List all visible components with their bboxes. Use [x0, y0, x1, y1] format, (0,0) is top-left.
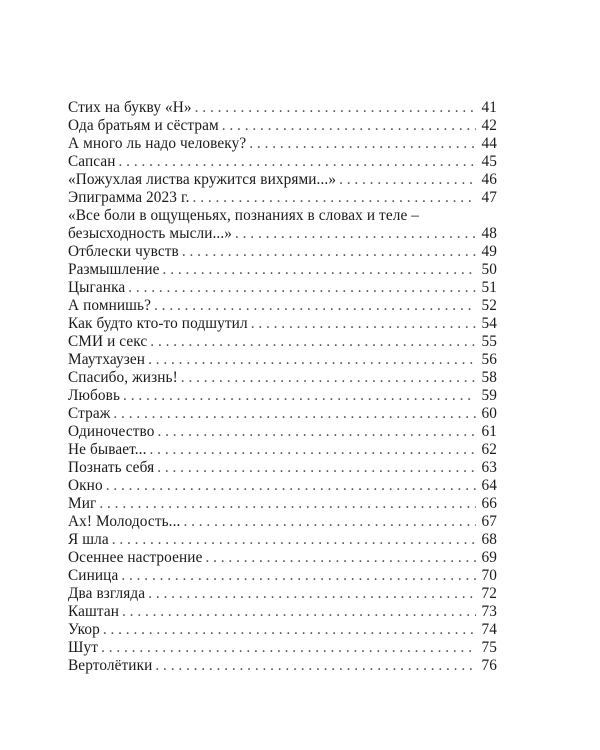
- dot-leader: [195, 99, 476, 117]
- toc-entry-title: Я шла: [68, 531, 109, 548]
- dot-leader: [148, 351, 476, 369]
- toc-entry: [68, 513, 497, 531]
- dot-leader: [181, 369, 476, 387]
- dot-leader: [128, 279, 476, 297]
- toc-entry-page: 62: [481, 441, 497, 458]
- toc-entry-title: Познать себя: [68, 459, 155, 476]
- toc-entry-title: Ах! Молодость...: [68, 513, 181, 530]
- dot-leader: [150, 333, 476, 351]
- toc-entry: [68, 549, 497, 567]
- dot-leader: [122, 603, 476, 621]
- toc-entry-title: Стих на букву «Н»: [68, 99, 192, 116]
- toc-entry-page: 51: [481, 279, 497, 296]
- dot-leader: [339, 171, 476, 189]
- toc-entry: [68, 153, 497, 171]
- toc-entry-page: 72: [481, 585, 497, 602]
- toc-entry: [68, 441, 497, 459]
- toc-entry-title: Укор: [68, 621, 100, 638]
- toc-entry-page: 73: [481, 603, 497, 620]
- dot-leader: [99, 495, 476, 513]
- toc-entry: [68, 639, 497, 657]
- toc-entry-title: «Пожухлая листва кружится вихрями...»: [68, 171, 337, 188]
- toc-entry-title: Шут: [68, 639, 99, 656]
- dot-leader: [157, 423, 476, 441]
- toc-entry-title: Размышление: [68, 261, 160, 278]
- toc-entry: [68, 657, 497, 675]
- toc-entry-page: 55: [481, 333, 497, 350]
- toc-entry-title: Как будто кто-то подшутил: [68, 315, 248, 332]
- toc-entry-title: Миг: [68, 495, 97, 512]
- toc-entry-page: 66: [481, 495, 497, 512]
- toc-entry-title: Цыганка: [68, 279, 126, 296]
- toc-entry-page: 46: [481, 171, 497, 188]
- toc-entry-title: Не бывает...: [68, 441, 147, 458]
- toc-entry: [68, 351, 497, 369]
- dot-leader: [222, 117, 476, 135]
- toc-entry: [68, 243, 497, 261]
- toc-entry-page: 49: [481, 243, 497, 260]
- toc-entry-second-line: [68, 225, 497, 243]
- toc-entry-page: 64: [481, 477, 497, 494]
- toc-entry: [68, 117, 497, 135]
- toc-entry-page: 76: [481, 657, 497, 674]
- toc-entry-title-line1: «Все боли в ощущеньях, познаниях в словах и теле –: [68, 207, 420, 224]
- toc-entry: [68, 189, 497, 207]
- toc-entry-page: 70: [481, 567, 497, 584]
- toc-entry-multiline: [68, 207, 497, 243]
- toc-entry-title: А много ль надо человеку?: [68, 135, 247, 152]
- toc-entry: [68, 603, 497, 621]
- toc-entry-page: 50: [481, 261, 497, 278]
- toc-entry: [68, 495, 497, 513]
- toc-entry-page: 69: [481, 549, 497, 566]
- toc-entry: [68, 369, 497, 387]
- toc-entry-title: Сапсан: [68, 153, 116, 170]
- dot-leader: [251, 315, 476, 333]
- dot-leader: [112, 531, 476, 549]
- dot-leader: [101, 639, 476, 657]
- dot-leader: [154, 297, 476, 315]
- dot-leader: [155, 657, 476, 675]
- toc-entry: [68, 333, 497, 351]
- toc-entry-page: 63: [481, 459, 497, 476]
- dot-leader: [235, 225, 476, 243]
- toc-entry: [68, 423, 497, 441]
- toc-entry-page: 42: [481, 117, 497, 134]
- toc-entry-title: Вертолётики: [68, 657, 153, 674]
- toc-entry: [68, 477, 497, 495]
- toc-entry: [68, 567, 497, 585]
- dot-leader: [193, 189, 476, 207]
- toc-entry: [68, 99, 497, 117]
- toc-entry-title-line2: безысходность мысли...»: [68, 225, 232, 242]
- dot-leader: [163, 261, 476, 279]
- toc-entry-title: Синица: [68, 567, 119, 584]
- toc-entry-title: Эпиграмма 2023 г.: [68, 189, 190, 206]
- toc-entry-title: Каштан: [68, 603, 120, 620]
- dot-leader: [103, 621, 476, 639]
- toc-entry: [68, 621, 497, 639]
- toc-entry-title: Ода братьям и сёстрам: [68, 117, 219, 134]
- table-of-contents: [68, 99, 497, 675]
- toc-entry-page: 45: [481, 153, 497, 170]
- toc-entry-title: Маутхаузен: [68, 351, 146, 368]
- toc-entry-page: 48: [481, 225, 497, 242]
- toc-entry-title: Спасибо, жизнь!: [68, 369, 178, 386]
- toc-entry-title: СМИ и секс: [68, 333, 148, 350]
- dot-leader: [119, 153, 476, 171]
- toc-entry: [68, 315, 497, 333]
- toc-entry: [68, 135, 497, 153]
- toc-entry-title: Страж: [68, 405, 111, 422]
- toc-entry: [68, 531, 497, 549]
- toc-entry: [68, 387, 497, 405]
- toc-entry-title: Отблески чувств: [68, 243, 179, 260]
- toc-entry: [68, 459, 497, 477]
- toc-entry-title: Два взгляда: [68, 585, 146, 602]
- dot-leader: [113, 405, 476, 423]
- toc-entry-page: 68: [481, 531, 497, 548]
- toc-entry: [68, 171, 497, 189]
- dot-leader: [150, 441, 476, 459]
- toc-entry-title: Любовь: [68, 387, 121, 404]
- toc-entry-page: 52: [481, 297, 497, 314]
- dot-leader: [123, 387, 476, 405]
- toc-entry-page: 67: [481, 513, 497, 530]
- dot-leader: [205, 549, 476, 567]
- toc-entry: [68, 261, 497, 279]
- toc-entry-page: 54: [481, 315, 497, 332]
- dot-leader: [249, 135, 476, 153]
- toc-entry: [68, 297, 497, 315]
- toc-entry-page: 58: [481, 369, 497, 386]
- toc-entry-page: 41: [481, 99, 497, 116]
- dot-leader: [157, 459, 476, 477]
- dot-leader: [106, 477, 476, 495]
- toc-entry: [68, 405, 497, 423]
- dot-leader: [148, 585, 476, 603]
- toc-entry-page: 56: [481, 351, 497, 368]
- dot-leader: [182, 243, 476, 261]
- toc-entry-title: Осеннее настроение: [68, 549, 203, 566]
- toc-entry-title: Одиночество: [68, 423, 155, 440]
- toc-entry-page: 60: [481, 405, 497, 422]
- toc-entry-page: 59: [481, 387, 497, 404]
- toc-entry-page: 44: [481, 135, 497, 152]
- toc-entry-title: Окно: [68, 477, 103, 494]
- toc-entry-page: 61: [481, 423, 497, 440]
- toc-entry: [68, 585, 497, 603]
- toc-entry-page: 47: [481, 189, 497, 206]
- toc-entry-page: 75: [481, 639, 497, 656]
- toc-entry-page: 74: [481, 621, 497, 638]
- dot-leader: [121, 567, 476, 585]
- toc-entry-title: А помнишь?: [68, 297, 152, 314]
- dot-leader: [183, 513, 476, 531]
- toc-entry: [68, 279, 497, 297]
